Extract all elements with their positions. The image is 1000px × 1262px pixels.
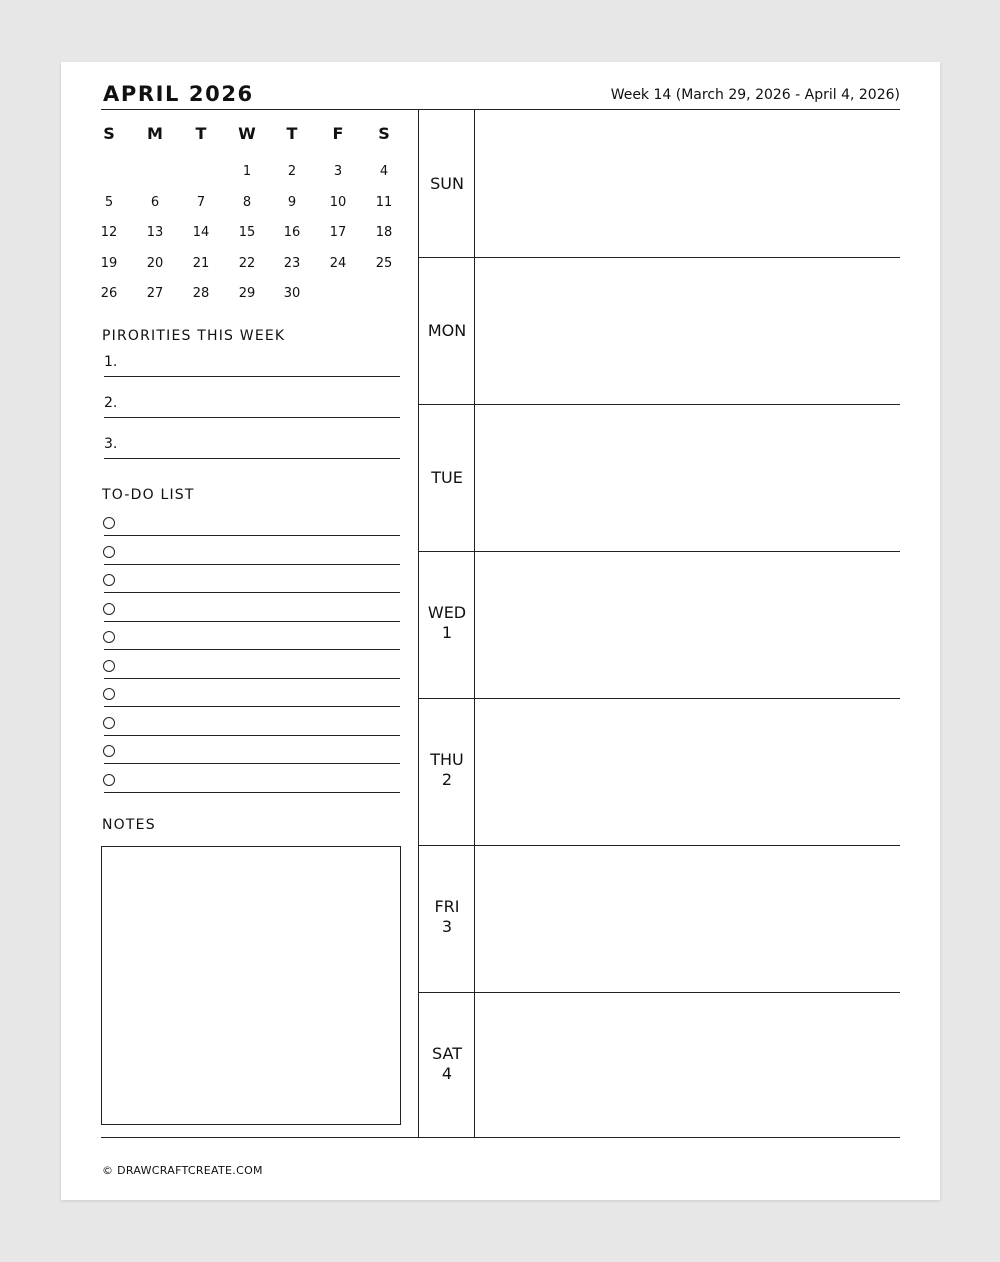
- calendar-weekday: M: [147, 124, 163, 143]
- notes-heading: NOTES: [102, 817, 156, 833]
- priority-line[interactable]: [104, 417, 400, 418]
- calendar-day[interactable]: 1: [242, 164, 252, 179]
- day-name: FRI: [434, 896, 460, 916]
- todo-line[interactable]: [104, 621, 400, 622]
- day-label: [419, 603, 475, 643]
- day-name: SUN: [430, 173, 464, 193]
- week-range: Week 14 (March 29, 2026 - April 4, 2026): [610, 87, 900, 103]
- todo-line[interactable]: [104, 535, 400, 536]
- day-date: 1: [441, 622, 453, 642]
- priority-line[interactable]: [104, 376, 400, 377]
- day-label: [419, 1044, 475, 1084]
- calendar-day[interactable]: 18: [375, 225, 393, 240]
- todo-line[interactable]: [104, 592, 400, 593]
- calendar-day[interactable]: 28: [192, 286, 210, 301]
- calendar-day[interactable]: 2: [287, 164, 297, 179]
- calendar-day[interactable]: 6: [150, 195, 160, 210]
- calendar-day[interactable]: 15: [238, 225, 256, 240]
- day-name: TUE: [431, 467, 463, 487]
- calendar-day[interactable]: 30: [283, 286, 301, 301]
- calendar-day[interactable]: 22: [238, 256, 256, 271]
- calendar-day[interactable]: 23: [283, 256, 301, 271]
- calendar-day[interactable]: 21: [192, 256, 210, 271]
- calendar-day[interactable]: 13: [146, 225, 164, 240]
- footer-credit: © DRAWCRAFTCREATE.COM: [102, 1164, 263, 1177]
- todo-line[interactable]: [104, 792, 400, 793]
- day-notes-area[interactable]: [476, 552, 900, 697]
- day-name: WED: [427, 602, 467, 622]
- todo-line[interactable]: [104, 649, 400, 650]
- todo-line[interactable]: [104, 678, 400, 679]
- day-label: [419, 321, 475, 341]
- day-label: [419, 174, 475, 194]
- calendar-day[interactable]: 24: [329, 256, 347, 271]
- calendar-day[interactable]: 12: [100, 225, 118, 240]
- priority-line[interactable]: [104, 458, 400, 459]
- day-label: [419, 468, 475, 488]
- calendar-day[interactable]: 26: [100, 286, 118, 301]
- calendar-weekday: F: [332, 124, 344, 143]
- day-date: 3: [441, 916, 453, 936]
- calendar-day[interactable]: 5: [104, 195, 114, 210]
- calendar-weekday: S: [103, 124, 115, 143]
- todo-checkbox[interactable]: [103, 688, 115, 700]
- todo-checkbox[interactable]: [103, 631, 115, 643]
- day-label: [419, 750, 475, 790]
- calendar-day[interactable]: 14: [192, 225, 210, 240]
- calendar-day[interactable]: 25: [375, 256, 393, 271]
- todo-line[interactable]: [104, 564, 400, 565]
- calendar-day[interactable]: 3: [333, 164, 343, 179]
- calendar-weekday: S: [378, 124, 390, 143]
- todo-checkbox[interactable]: [103, 717, 115, 729]
- priority-number: 3.: [104, 436, 118, 452]
- calendar-day[interactable]: 29: [238, 286, 256, 301]
- day-name: THU: [430, 749, 464, 769]
- calendar-day[interactable]: 8: [242, 195, 252, 210]
- calendar-day[interactable]: 20: [146, 256, 164, 271]
- calendar-day[interactable]: 4: [379, 164, 389, 179]
- calendar-day[interactable]: 17: [329, 225, 347, 240]
- day-name: SAT: [432, 1043, 462, 1063]
- day-date: 4: [441, 1063, 453, 1083]
- todo-line[interactable]: [104, 735, 400, 736]
- todo-checkbox[interactable]: [103, 603, 115, 615]
- day-notes-area[interactable]: [476, 258, 900, 403]
- todo-checkbox[interactable]: [103, 546, 115, 558]
- calendar-day[interactable]: 9: [287, 195, 297, 210]
- todo-checkbox[interactable]: [103, 660, 115, 672]
- todo-heading: TO-DO LIST: [102, 487, 195, 503]
- calendar-day[interactable]: 27: [146, 286, 164, 301]
- priorities-heading: PIRORITIES THIS WEEK: [102, 328, 286, 344]
- calendar-day[interactable]: 11: [375, 195, 393, 210]
- todo-checkbox[interactable]: [103, 745, 115, 757]
- day-notes-area[interactable]: [476, 993, 900, 1138]
- calendar-weekday: T: [286, 124, 298, 143]
- notes-box[interactable]: [101, 846, 401, 1125]
- calendar-weekday: W: [238, 124, 256, 143]
- page-title: APRIL 2026: [103, 82, 254, 106]
- todo-line[interactable]: [104, 706, 400, 707]
- todo-checkbox[interactable]: [103, 574, 115, 586]
- calendar-day[interactable]: 7: [196, 195, 206, 210]
- day-date: 2: [441, 769, 453, 789]
- day-notes-area[interactable]: [476, 846, 900, 991]
- day-notes-area[interactable]: [476, 405, 900, 550]
- priority-number: 1.: [104, 354, 118, 370]
- todo-checkbox[interactable]: [103, 517, 115, 529]
- calendar-weekday: T: [195, 124, 207, 143]
- day-notes-area[interactable]: [476, 699, 900, 844]
- todo-line[interactable]: [104, 763, 400, 764]
- priority-number: 2.: [104, 395, 118, 411]
- calendar-day[interactable]: 16: [283, 225, 301, 240]
- header-rule: [101, 109, 900, 110]
- calendar-day[interactable]: 10: [329, 195, 347, 210]
- day-label: [419, 897, 475, 937]
- day-name: MON: [427, 320, 467, 340]
- todo-checkbox[interactable]: [103, 774, 115, 786]
- calendar-day[interactable]: 19: [100, 256, 118, 271]
- day-notes-area[interactable]: [476, 111, 900, 256]
